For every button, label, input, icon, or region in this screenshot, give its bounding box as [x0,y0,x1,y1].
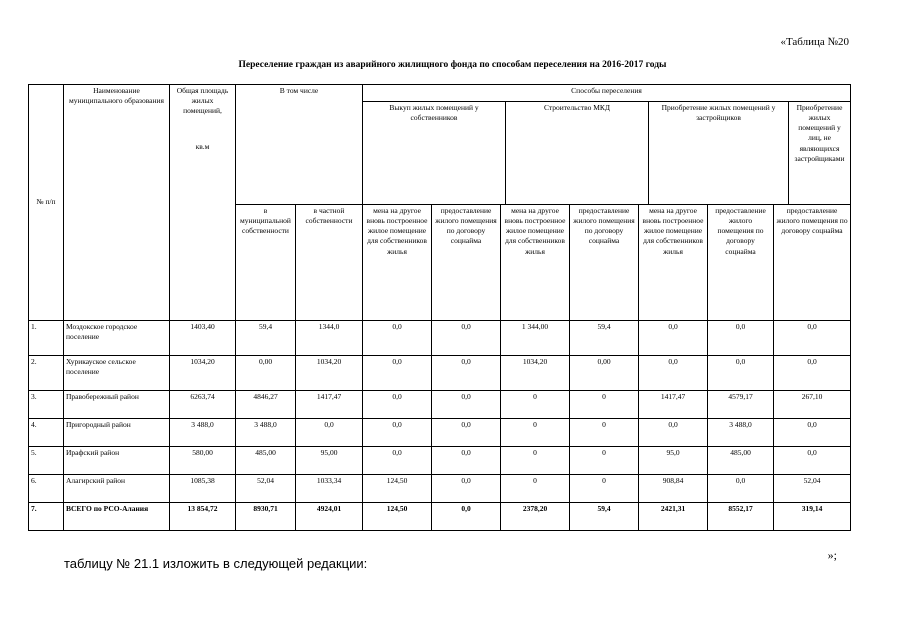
header-num: № п/п [29,85,64,321]
cell-buyout-exch: 0,0 [363,321,432,356]
cell-name: Хурикауское сельское поселение [64,356,170,391]
header-buyout: Выкуп жилых помещений у собственников [363,102,506,204]
header-row-1 [29,85,851,205]
header-acq-nondev: Приобретение жилых помещений у лиц, не являющихся застройщиками [794,103,845,163]
cell-buyout-soc: 0,0 [432,321,501,356]
header-incl: В том числе [236,85,363,205]
cell-buyout-soc: 0,0 [432,475,501,503]
cell-area: 1085,38 [170,475,236,503]
cell-acq-exch: 95,0 [639,447,708,475]
header-acq-soc: предоставление жилого помещения по договору соцнайма [708,205,774,321]
header-build-exch: мена на другое вновь построенное жилое помещение для собственников жилья [501,205,570,321]
cell-buyout-exch: 0,0 [363,419,432,447]
cell-num: 1. [29,321,64,356]
cell-acq-soc: 4579,17 [708,391,774,419]
resettlement-table [28,84,851,531]
cell-area: 1403,40 [170,321,236,356]
cell-priv: 1033,34 [296,475,363,503]
cell-nondev-soc: 0,0 [774,419,851,447]
cell-area: 3 488,0 [170,419,236,447]
cell-buyout-exch: 124,50 [363,475,432,503]
cell-build-soc: 0 [570,391,639,419]
cell-build-soc: 0 [570,419,639,447]
cell-name: Пригородный район [64,419,170,447]
cell-priv: 95,00 [296,447,363,475]
cell-build-soc: 0,00 [570,356,639,391]
cell-build-exch: 1034,20 [501,356,570,391]
cell-mun: 0,00 [236,356,296,391]
table-row [29,321,851,356]
cell-area: 1034,20 [170,356,236,391]
table-row [29,475,851,503]
cell-num: 4. [29,419,64,447]
cell-mun: 485,00 [236,447,296,475]
header-methods-block [363,85,851,205]
header-buyout-soc: предоставление жилого помещения по договору соцнайма [432,205,501,321]
cell-num: 5. [29,447,64,475]
cell-buyout-exch: 0,0 [363,356,432,391]
cell-mun: 52,04 [236,475,296,503]
cell-buyout-exch: 0,0 [363,391,432,419]
header-build: Строительство МКД [506,102,649,204]
header-buyout-exch: мена на другое вновь построенное жилое помещение для собственников жилья [363,205,432,321]
footer-text: таблицу № 21.1 изложить в следующей редакции: [64,556,368,571]
cell-build-exch: 0 [501,391,570,419]
cell-buyout-soc: 0,0 [432,391,501,419]
cell-priv: 1344,0 [296,321,363,356]
table-row [29,391,851,419]
cell-buyout-soc: 0,0 [432,503,501,531]
cell-acq-soc: 0,0 [708,321,774,356]
cell-acq-soc: 8552,17 [708,503,774,531]
cell-mun: 59,4 [236,321,296,356]
header-area-unit: кв.м [195,142,210,152]
cell-build-exch: 2378,20 [501,503,570,531]
table-row [29,356,851,391]
cell-acq-soc: 3 488,0 [708,419,774,447]
cell-build-exch: 1 344,00 [501,321,570,356]
cell-build-soc: 0 [570,447,639,475]
cell-mun: 4846,27 [236,391,296,419]
header-acq-dev: Приобретение жилых помещений у застройщиков [649,102,789,204]
cell-name: Моздокское городское поселение [64,321,170,356]
cell-buyout-exch: 124,50 [363,503,432,531]
cell-build-exch: 0 [501,475,570,503]
header-priv: в частной собственности [296,205,363,321]
cell-area: 6263,74 [170,391,236,419]
cell-acq-exch: 0,0 [639,321,708,356]
cell-name: Правобережный район [64,391,170,419]
cell-acq-soc: 0,0 [708,356,774,391]
cell-acq-soc: 485,00 [708,447,774,475]
cell-build-soc: 0 [570,475,639,503]
cell-num: 7. [29,503,64,531]
header-build-soc: предоставление жилого помещения по договору соцнайма [570,205,639,321]
cell-priv: 0,0 [296,419,363,447]
header-acq-exch: мена на другое вновь построенное жилое помещение для собственников жилья [639,205,708,321]
cell-name: Ирафский район [64,447,170,475]
header-mun: в муниципальной собственности [236,205,296,321]
cell-nondev-soc: 319,14 [774,503,851,531]
cell-acq-exch: 0,0 [639,419,708,447]
cell-area: 580,00 [170,447,236,475]
closing-quote: »; [827,548,837,562]
total-row [29,503,851,531]
cell-mun: 3 488,0 [236,419,296,447]
cell-num: 6. [29,475,64,503]
cell-area: 13 854,72 [170,503,236,531]
table-row [29,447,851,475]
cell-nondev-soc: 0,0 [774,321,851,356]
cell-num: 3. [29,391,64,419]
cell-buyout-exch: 0,0 [363,447,432,475]
cell-nondev-soc: 0,0 [774,356,851,391]
document-title: Переселение граждан из аварийного жилищного фонда по способам переселения на 2016-2017 годы [238,60,667,70]
cell-priv: 4924,01 [296,503,363,531]
cell-acq-soc: 0,0 [708,475,774,503]
header-methods: Способы переселения [363,85,850,102]
header-area [170,85,236,321]
cell-nondev-soc: 0,0 [774,447,851,475]
cell-buyout-soc: 0,0 [432,419,501,447]
cell-acq-exch: 908,84 [639,475,708,503]
cell-build-soc: 59,4 [570,321,639,356]
cell-priv: 1034,20 [296,356,363,391]
cell-name: ВСЕГО по РСО-Алания [64,503,170,531]
cell-num: 2. [29,356,64,391]
cell-build-exch: 0 [501,419,570,447]
cell-acq-exch: 0,0 [639,356,708,391]
cell-build-exch: 0 [501,447,570,475]
cell-name: Алагирский район [64,475,170,503]
header-name: Наименование муниципального образования [64,85,170,321]
cell-acq-exch: 1417,47 [639,391,708,419]
cell-build-soc: 59,4 [570,503,639,531]
table-number: «Таблица №20 [780,36,849,48]
table-row [29,419,851,447]
cell-buyout-soc: 0,0 [432,447,501,475]
cell-buyout-soc: 0,0 [432,356,501,391]
header-area-label: Общая площадь жилых помещений, [176,86,229,116]
cell-mun: 8930,71 [236,503,296,531]
cell-nondev-soc: 267,10 [774,391,851,419]
header-nondev-soc: предоставление жилого помещения по договору соцнайма [774,205,851,321]
cell-nondev-soc: 52,04 [774,475,851,503]
cell-priv: 1417,47 [296,391,363,419]
cell-acq-exch: 2421,31 [639,503,708,531]
